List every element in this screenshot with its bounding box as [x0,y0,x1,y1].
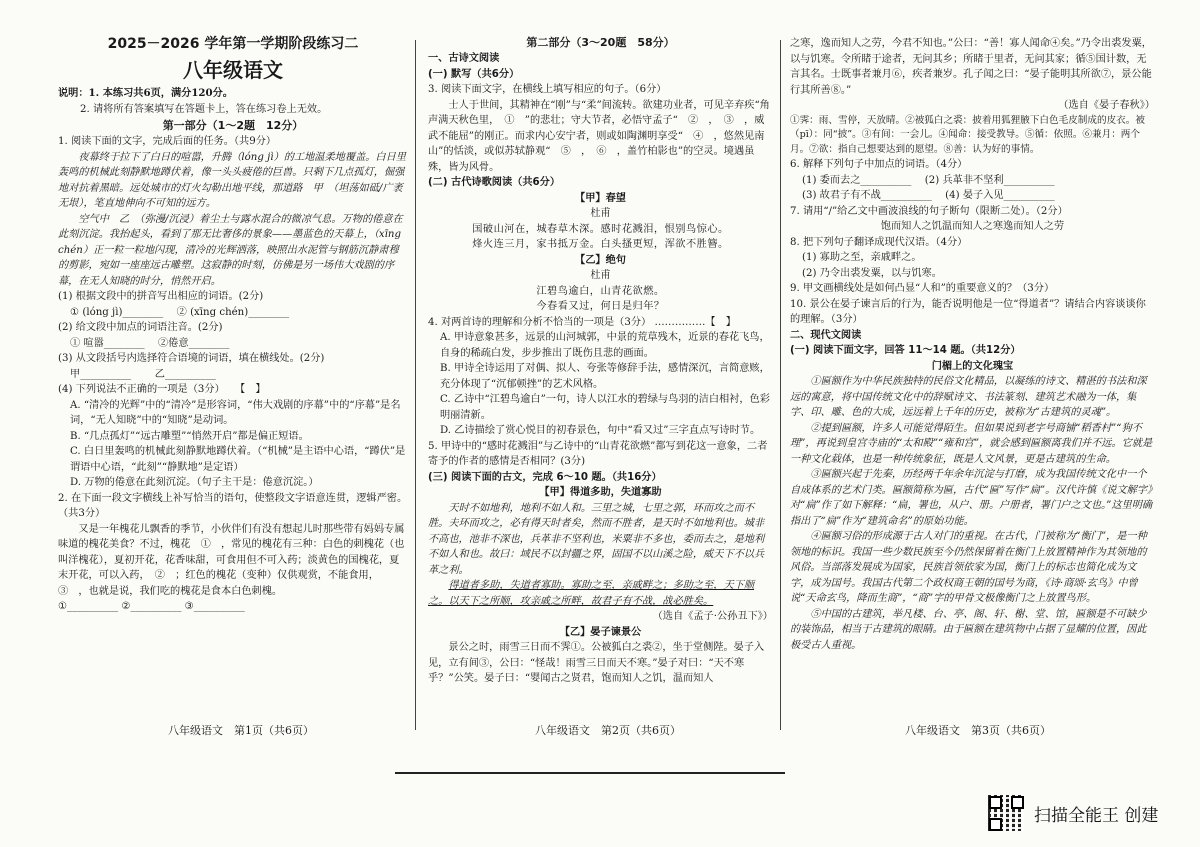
q1-2-b: ②倦意 [158,337,189,349]
page-2-footer: 八年级语文 第2页（共6页） [535,724,681,737]
text-a-para-2: 得道者多助，失道者寡助。寡助之至，亲戚畔之；多助之至，天下顺之。以天下之所顺，攻亲戚之所畔，故君子有不战，战必胜矣。 [428,580,755,607]
question-1-1: (1) 根据文段中的拼音写出相应的词语。(2分) [58,291,264,302]
page-1-column [58,34,408,709]
question-5: 5. 甲诗中的“感时花溅泪”与乙诗中的“山青花欲燃”都写到花这一意象，二者寄予的作者的感情是否相同？(3分) [428,440,768,467]
text-b-title: 【乙】晏子谏景公 [559,625,642,638]
article-para-4: ④匾额习俗的形成源于古人对门的重视。在古代，门被称为“衡门”，是一种领地的标识。我国一些少数民族至今仍然保留着在衡门上放置精神作为其领地的风俗。当部落发展成为国家，民族首领依家为国，衡门上的标志也简化成为文字，成为国号。我国古代第二个政权商王朝的国号为商，《诗·商颂·玄鸟》中曾说“天命玄鸟，降而生商”，“商”字的甲骨文极像衡门之上放置鸟形。 [790,531,1147,604]
text-a-title: 【甲】得道多助，失道寡助 [539,486,662,498]
option-1-4-d: D. 万物的倦意在此刻沉淀。（句子主干是：倦意沉淀。） [70,477,319,488]
article-para-3: ③匾额兴起于先秦，历经两千年余年沉淀与打磨，成为我国传统文化中一个自成体系的艺术门类。匾额简称为匾，古代“匾”写作“扁”。汉代许慎《说文解字》对“扁”作了如下解释：“扁，署也，从户、册。户册者，署门户之文也。”这里明确指出了“扁”作为“建筑命名”的原始功能。 [790,469,1153,527]
passage-1b: 空气中 乙 （弥漫/沉浸）着尘土与露水混合的微凉气息。万物的倦意在此刻沉淀。我抬起头，看到了那无比奢侈的景象——墨蓝色的天幕上，（xīng chén）正一粒一粒地闪现，清冷的光辉洒落，映照出水泥管与钢筋沉静肃穆的剪影，宛如一座座远古雕塑。这寂静的时刻，仿佛是另一场伟大戏剧的序幕，在无人知晓的时分，悄然开启。 [58,213,403,287]
article-title: 门楣上的文化瑰宝 [931,359,1014,372]
column-divider-2 [780,40,781,730]
qr-corner-icon [989,818,1002,831]
passage-2: 又是一年槐花儿飘香的季节，小伙伴们有没有想起儿时那些带有妈妈专属味道的槐花美食？不过，槐花 ① ，常见的槐花有三种：白色的刺槐花（也叫洋槐花），夏初开花，花香味甜，可食用但不可入药；淡黄色的国槐花，夏末开花，可以入药， ② ；红色的槐花（变种）仅供观赏，不能食用， ③ ，也就是说，我们吃的槐花是食本白色刺槐。 [58,523,405,597]
q1-3-a: 甲 [70,368,81,380]
q6-row-2: (3) 故君子有不战__________ (4) 晏子入见__________ [802,190,1055,201]
subsection-3-heading: (三) 阅读下面的古文，完成 6～10 题。（共16分） [428,471,662,483]
option-4-b: B. 甲诗全诗运用了对偶、拟人、夸张等修辞手法，感情深沉，言简意赅，充分体现了“沉郁顿挫”的艺术风格。 [440,363,770,390]
question-1: 1. 阅读下面的文字，完成后面的任务。（共9分） [58,136,277,147]
question-7: 7. 请用“/”给乙文中画波浪线的句子断句（限断二处）。（2分） [790,205,1068,217]
text-b-para-1: 景公之时，雨雪三日而不霁①。公被狐白之裘②，坐于堂侧陛。晏子入见，立有间③，公曰：“怪哉！雨雪三日而天不寒。”晏子对曰：“天不寒乎？”公笑。晏子曰：“婴闻古之贤君，饱而知人之饥，温而知人 [428,642,765,684]
q1-2-a: ① 喧嚣 [70,337,104,349]
subsection-1-heading: (一) 默写（共6分） [428,68,520,80]
qr-corner-icon [989,796,1002,809]
text-b-source: （选自《晏子春秋》） [1058,100,1155,111]
q1-1-b: ② (xīng chén) [176,306,249,318]
text-a-para-1: 天时不如地利，地利不如人和。三里之城，七里之郭，环而攻之而不胜。夫环而攻之，必有得天时者矣，然而不胜者，是天时不如地利也。城非不高也，池非不深也，兵革非不坚利也，米粟非不多也，委而去之，是地利不如人和也。故曰：域民不以封疆之界，固国不以山溪之险，威天下不以兵革之利。 [428,502,765,576]
column-divider-1 [415,40,416,730]
poem-a-title: 【甲】春望 [575,191,626,204]
q1-3-b: 乙 [154,368,165,380]
page-3-footer: 八年级语文 第3页（共6页） [905,724,1051,737]
q6-row-1: (1) 委而去之__________ (2) 兵革非不坚利__________ [802,174,1055,186]
poem-b-line-2: 今春看又过，何日是归年？ [536,301,665,312]
question-9: 9. 甲文画横线处是如何凸显“人和”的重要意义的？（3分） [790,283,1055,294]
text-b-continued: 之寒，逸而知人之劳，今君不知也。”公曰：“善！寡人闻命④矣。”乃令出裘发粟，以与饥寒。令所睹于途者，无问其乡；所睹于里者，无问其家；循⑤国计数，无言其名。士既事者兼月⑥，疾者兼岁。孔子闻之曰：“晏子能明其所欲⑦，景公能行其所善⑧。” [790,38,1152,96]
option-1-4-c: C. 白日里轰鸣的机械此刻静默地蹲伏着。（“机械”是主语中心语，“蹲伏”是谓语中心语，“此刻”“静默地”是定语） [70,446,406,473]
page-2-column [428,34,773,709]
question-1-2: (2) 给文段中加点的词语注音。(2分) [58,322,223,333]
answer-line-2: ①__________ ②__________ ③__________ [58,601,245,612]
question-1-4: (4) 下列说法不正确的一项是（3分） 【 】 [58,384,266,395]
qr-corner-icon [1011,796,1024,809]
scanner-watermark: 扫描全能王 创建 [1034,806,1159,826]
question-10: 10. 景公在晏子谏言后的行为，能否说明他是一位“得道者”？请结合内容谈谈你的理解。（3分） [790,298,1146,325]
question-1-3: (3) 从文段括号内选择符合语境的词语，填在横线处。(2分) [58,353,325,364]
page-1-footer: 八年级语文 第1页（共6页） [168,724,314,737]
article-para-5: ⑤中国的古建筑，举凡楼、台、亭、阁、轩、榭、堂、馆，匾额是不可缺少的装饰品，相当于古建筑的眼睛。由于匾额在建筑物中占据了显耀的位置，因此极受古人重视。 [790,608,1147,651]
exam-title: 2025－2026 学年第一学期阶段练习二 [107,36,359,52]
poem-a-author: 杜甫 [590,208,611,219]
option-4-a: A. 甲诗意象甚多，远景的山河城郭，中景的荒草残木，近景的春花飞鸟，自身的稀疏白发，步步推出了既伤且悲的画面。 [440,332,770,359]
instruction-2: 2. 请将所有答案填写在答题卡上，答在练习卷上无效。 [80,103,328,115]
question-7-sentence: 饱而知人之饥温而知人之寒逸而知人之劳 [880,221,1065,232]
question-8: 8. 把下列句子翻译成现代汉语。（4分） [790,236,968,248]
part-1-heading: 第一部分（1～2题 12分） [162,119,304,132]
poem-b-title: 【乙】绝句 [575,253,626,266]
option-1-4-a: A. “清冷的光辉”中的“清冷”是形容词，“伟大戏剧的序幕”中的“序幕”是名词，“无人知晓”中的“知晓”是动词。 [70,399,401,426]
instruction-1: 说明：1. 本练习共6页，满分120分。 [58,87,233,99]
subsection-4-heading: (一) 阅读下面文字，回答 11～14 题。（共12分） [790,345,1021,356]
question-2: 2. 在下面一段文字横线上补写恰当的语句，使整段文字语意连贯，逻辑严密。（共3分） [58,492,408,519]
answer-line-1-3: 甲__________ 乙__________ [70,368,216,380]
question-4: 4. 对两首诗的理解和分析不恰当的一项是（3分） ……………【 】 [428,316,736,328]
poem-a-line-2: 烽火连三月，家书抵万金。白头搔更短，浑欲不胜簪。 [472,239,729,250]
question-3: 3. 阅读下面文字，在横线上填写相应的句子。（6分） [428,84,667,95]
subsection-2-heading: (二) 古代诗歌阅读（共6分） [428,177,561,188]
question-8-1: (1) 寡助之至，亲戚畔之。 [802,252,922,263]
poem-b-author: 杜甫 [590,270,611,281]
part-2-heading: 第二部分（3～20题 58分） [526,36,675,49]
article-para-1: ①匾额作为中华民族独特的民俗文化精品，以凝练的诗文、精湛的书法和深远的寓意，将中国传统文化中的辞赋诗文、书法篆刻、建筑艺术融为一体，集字、印、雕、色的大成，远远着上千年的历史，被称为“古建筑的灵魂”。 [790,376,1147,418]
option-4-d: D. 乙诗描绘了赏心悦目的初春景色，句中“看又过”三字直点写诗时节。 [440,425,761,436]
q1-1-a: ① (lóng jì) [70,306,123,318]
poem-a-line-1: 国破山河在，城春草木深。感时花溅泪，恨别鸟惊心。 [472,223,729,235]
question-6: 6. 解释下列句子中加点的词语。（4分） [790,159,968,170]
option-1-4-b: B. “几点孤灯”“远古雕塑”“悄然开启”都是偏正短语。 [70,430,309,442]
passage-3: 士人于世间，其精神在“刚”与“柔”间流转。欲建功业者，可见辛弃疾“角声满天秋色里， ① ”的悲壮；守大节者，必悟守孟子“ ② ， ③ ，威武不能屈”的刚正。而求内心安宁者，则或如陶渊明享受“ ④ ，悠然见南山”的恬淡，或似苏轼静观“ ⑤ ， ⑥ ，盖竹柏影也”的空灵。境遇虽殊，皆为风骨。 [428,99,770,173]
article-para-2: ②提到匾额，许多人可能觉得陌生。但如果说到老字号商铺“稻香村”“狗不理”，再说到皇宫寺庙的“太和殿”“雍和宫”，就会感到匾额离我们并不远。它就是一种文化载体，也是一种传统象征，既是人文风景，更是古建筑的生命。 [790,422,1153,465]
question-8-2: (2) 乃令出裘发粟，以与饥寒。 [802,267,942,279]
subject-title: 八年级语文 [183,58,283,82]
section-2-heading: 二、现代文阅读 [790,329,862,341]
text-a-source: （选自《孟子·公孙丑下》） [652,611,773,622]
text-notes: ①霁：雨、雪停，天放晴。②被狐白之裘：披着用狐狸腋下白色毛皮制成的皮衣。被（pī）：同“披”。③有间：一会儿。④闻命：接受教导。⑤循：依照。⑥兼月：两个月。⑦欲：指自己想要达到的愿望。⑧善：认为好的事情。 [790,114,1145,155]
scan-edge-line [395,772,785,774]
poem-b-line-1: 江碧鸟逾白，山青花欲燃。 [536,285,665,297]
passage-1a: 夜幕终于拉下了白日的喧嚣，升腾（lóng jì）的工地温柔地覆盖。白日里轰鸣的机械此刻静默地蹲伏着，像一头头疲倦的巨兽。只剩下几点孤灯，倔强地对抗着黑暗。远处城市的灯火勾勒出地平线，那道路 甲 （坦荡如砥/广袤无垠），笔直地伸向不可知的远方。 [58,151,406,209]
option-4-c: C. 乙诗中“江碧鸟逾白”一句，诗人以江水的碧绿与鸟羽的洁白相衬，色彩明丽清新。 [440,394,770,421]
answer-line-1-2: ① 喧嚣________ ②倦意________ [70,337,230,349]
answer-line-1-1: ① (lóng jì)________ ② (xīng chén)________ [70,306,289,318]
page-3-column [790,36,1155,716]
section-1-heading: 一、古诗文阅读 [428,53,500,64]
